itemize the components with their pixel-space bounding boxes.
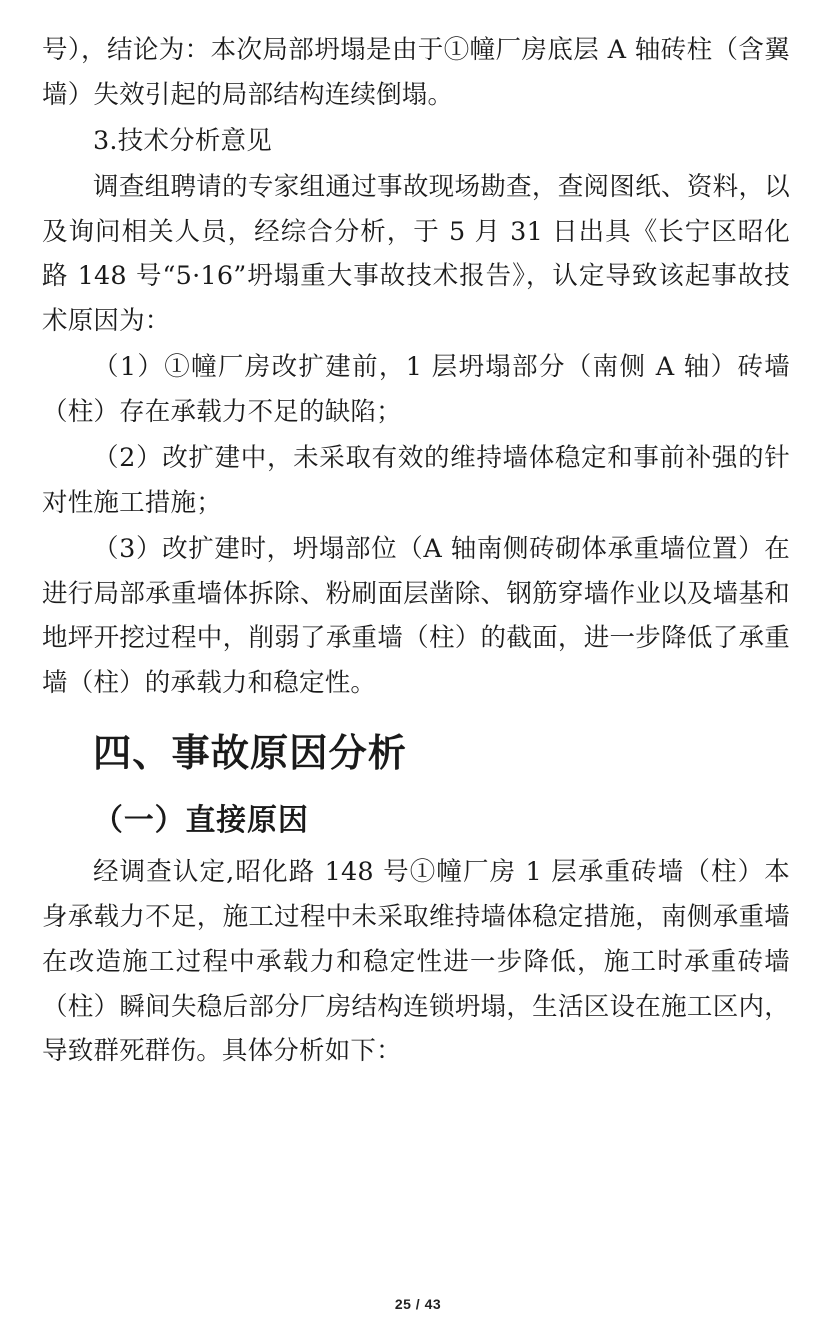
- paragraph-cause-2: （2）改扩建中，未采取有效的维持墙体稳定和事前补强的针对性施工措施；: [42, 442, 790, 518]
- document-body: [42, 28, 790, 1074]
- paragraph-direct-cause: 经调查认定,昭化路 148 号①幢厂房 1 层承重砖墙（柱）本身承载力不足，施工过程中未采取维持墙体稳定措施，南侧承重墙在改造施工过程中承载力和稳定性进一步降低，施工时承重砖墙（柱）瞬间失稳后部分厂房结构连锁坍塌，生活区设在施工区内，导致群死群伤。具体分析如下：: [42, 856, 790, 1067]
- page-number: 25 / 43: [394, 1296, 442, 1312]
- paragraph-section-3-title: 3.技术分析意见: [93, 125, 272, 156]
- heading-section-4-1: （一）直接原因: [93, 803, 309, 839]
- paragraph-cause-3: （3）改扩建时，坍塌部位（A 轴南侧砖砌体承重墙位置）在进行局部承重墙体拆除、粉刷面层凿除、钢筋穿墙作业以及墙基和地坪开挖过程中，削弱了承重墙（柱）的截面，进一步降低了承重墙（柱）的承载力和稳定性。: [42, 533, 790, 699]
- paragraph-conclusion: 号），结论为：本次局部坍塌是由于①幢厂房底层 A 轴砖柱（含翼墙）失效引起的局部结构连续倒塌。: [42, 35, 790, 110]
- paragraph-expert-report: 调查组聘请的专家组通过事故现场勘查，查阅图纸、资料，以及询问相关人员，经综合分析，于 5 月 31 日出具《长宁区昭化路 148 号“5·16”坍塌重大事故技术报告》，认定导致该起事故技术原因为：: [42, 171, 790, 337]
- paragraph-cause-1: （1）①幢厂房改扩建前，1 层坍塌部分（南侧 A 轴）砖墙（柱）存在承载力不足的缺陷；: [42, 352, 790, 427]
- heading-section-4: 四、事故原因分析: [93, 731, 407, 777]
